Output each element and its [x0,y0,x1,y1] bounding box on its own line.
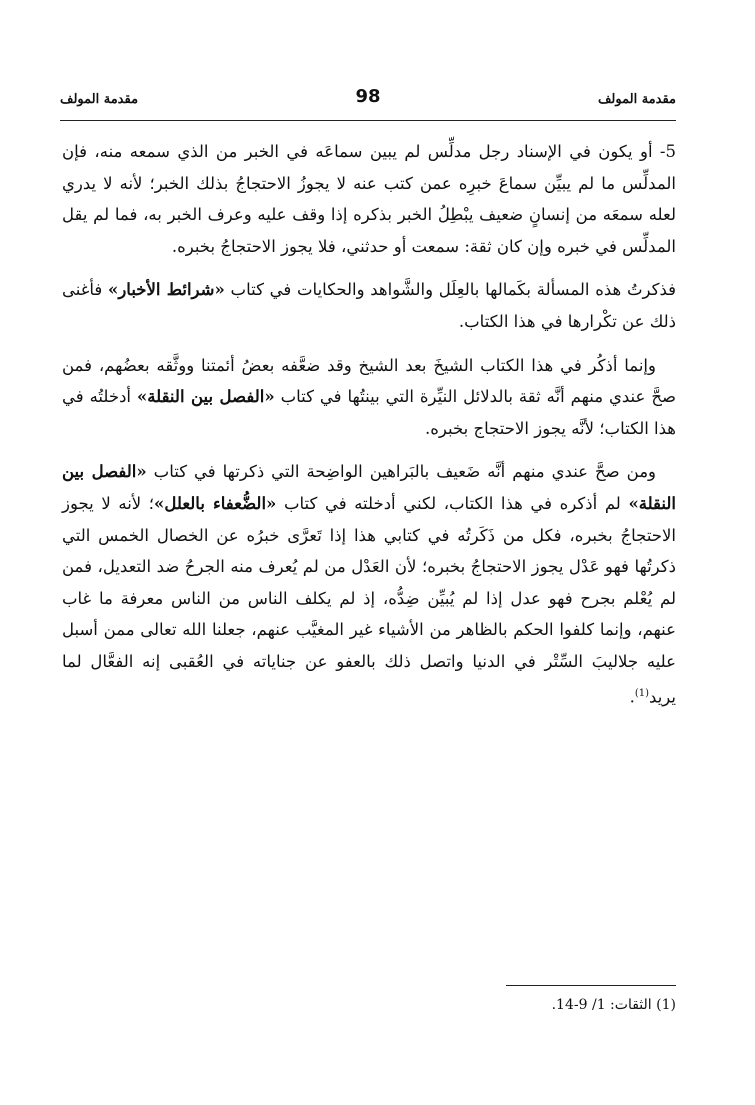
sentence-end: . [629,687,635,706]
running-header [60,86,676,116]
book-title: «شرائط الأخبار» [108,280,225,300]
book-title: «الضُّعفاء بالعلل» [154,493,277,513]
text-segment: وإنما أذكُر في هذا الكتاب الشيخَ بعد الشيخ وقد ضعَّفه بعضُ أئمتنا ووثَّقه بعضُهم، فمن صحَّ عندي منهم أنَّه ثقة بالدلائل النيِّرة التي بينتُها في كتاب [62,355,676,407]
paragraph [62,274,676,337]
text-segment: فذكرتُ هذه المسألة بكَمالها بالعِلَل والشَّواهد والحكايات في كتاب [224,280,676,300]
paragraph [62,136,676,262]
book-title: «الفصل بين النقلة» [62,462,676,513]
footnote-rule [506,985,676,986]
book-title: «الفصل بين النقلة» [136,387,275,407]
paragraph [62,456,676,712]
text-segment: ومن صحَّ عندي منهم أنَّه ضَعيف بالبَراهين الواضِحة التي ذكرتها في كتاب [146,462,656,482]
page-number: 98 [355,86,381,107]
footnote-marker[interactable]: (1) [634,687,650,699]
text-segment: لم أذكره في هذا الكتاب، لكني أدخلته في كتاب [276,493,629,513]
text-segment: أدخلتُه في هذا الكتاب؛ لأنَّه يجوز الاحتجاج بخبره. [62,387,676,438]
paragraph [62,350,676,445]
header-title-left: مقدمة المولف [60,92,139,107]
text-segment: 5- أو يكون في الإسناد رجل مدلِّس لم يبين سماعَه في الخبر من الذي سمعه منه، فإن المدلِّس ما لم يبيِّن سماعَ خبرِه عمن كتب عنه لا يجوزُ الاحتجاجُ بذلك الخبر؛ لأنه لا يدري لعله سمعَه من إنسانٍ ضعيف يبْطِلُ الخبر بذكره إذا وقف عليه وعرف الخبر به، فما لم يقل المدلِّس في خبره وإن كان ثقة: سمعت أو حدثني، فلا يجوز الاحتجاجُ بخبره. [62,142,676,256]
text-segment: فأغنى ذلك عن تكْرارها في هذا الكتاب. [62,280,676,331]
header-rule [60,120,676,121]
footnote: (1) الثقات: 1/ 9-14. [551,997,676,1013]
page-body [62,136,676,725]
header-title-right: مقدمة المولف [597,92,676,107]
text-segment: ؛ لأنه لا يجوز الاحتجاجُ بخبره، فكل من ذَكَرتُه في كتابي هذا إذا تَعرَّى خبرُه عن الخصال الخمس التي ذكرتُها فهو عَدْل يجوز الاحتجاجُ بخبره؛ لأن العَدْل من لم يُعرف منه الجرحُ ضد التعديل، فمن لم يُعْلم بجرح فهو عدل إذا لم يُبيِّن ضِدُّه، إذ لم يكلف الناس من الناس معرفة ما غاب عنهم، وإنما كلفوا الحكم بالظاهر من الأشياء غير المغيَّب عنهم، جعلنا الله تعالى ممن أسبل عليه جلاليبَ السِّتْر في الدنيا واتصل ذلك بالعفو عن جناياته في العُقبى إنه الفعَّال لما يريد [62,493,676,706]
